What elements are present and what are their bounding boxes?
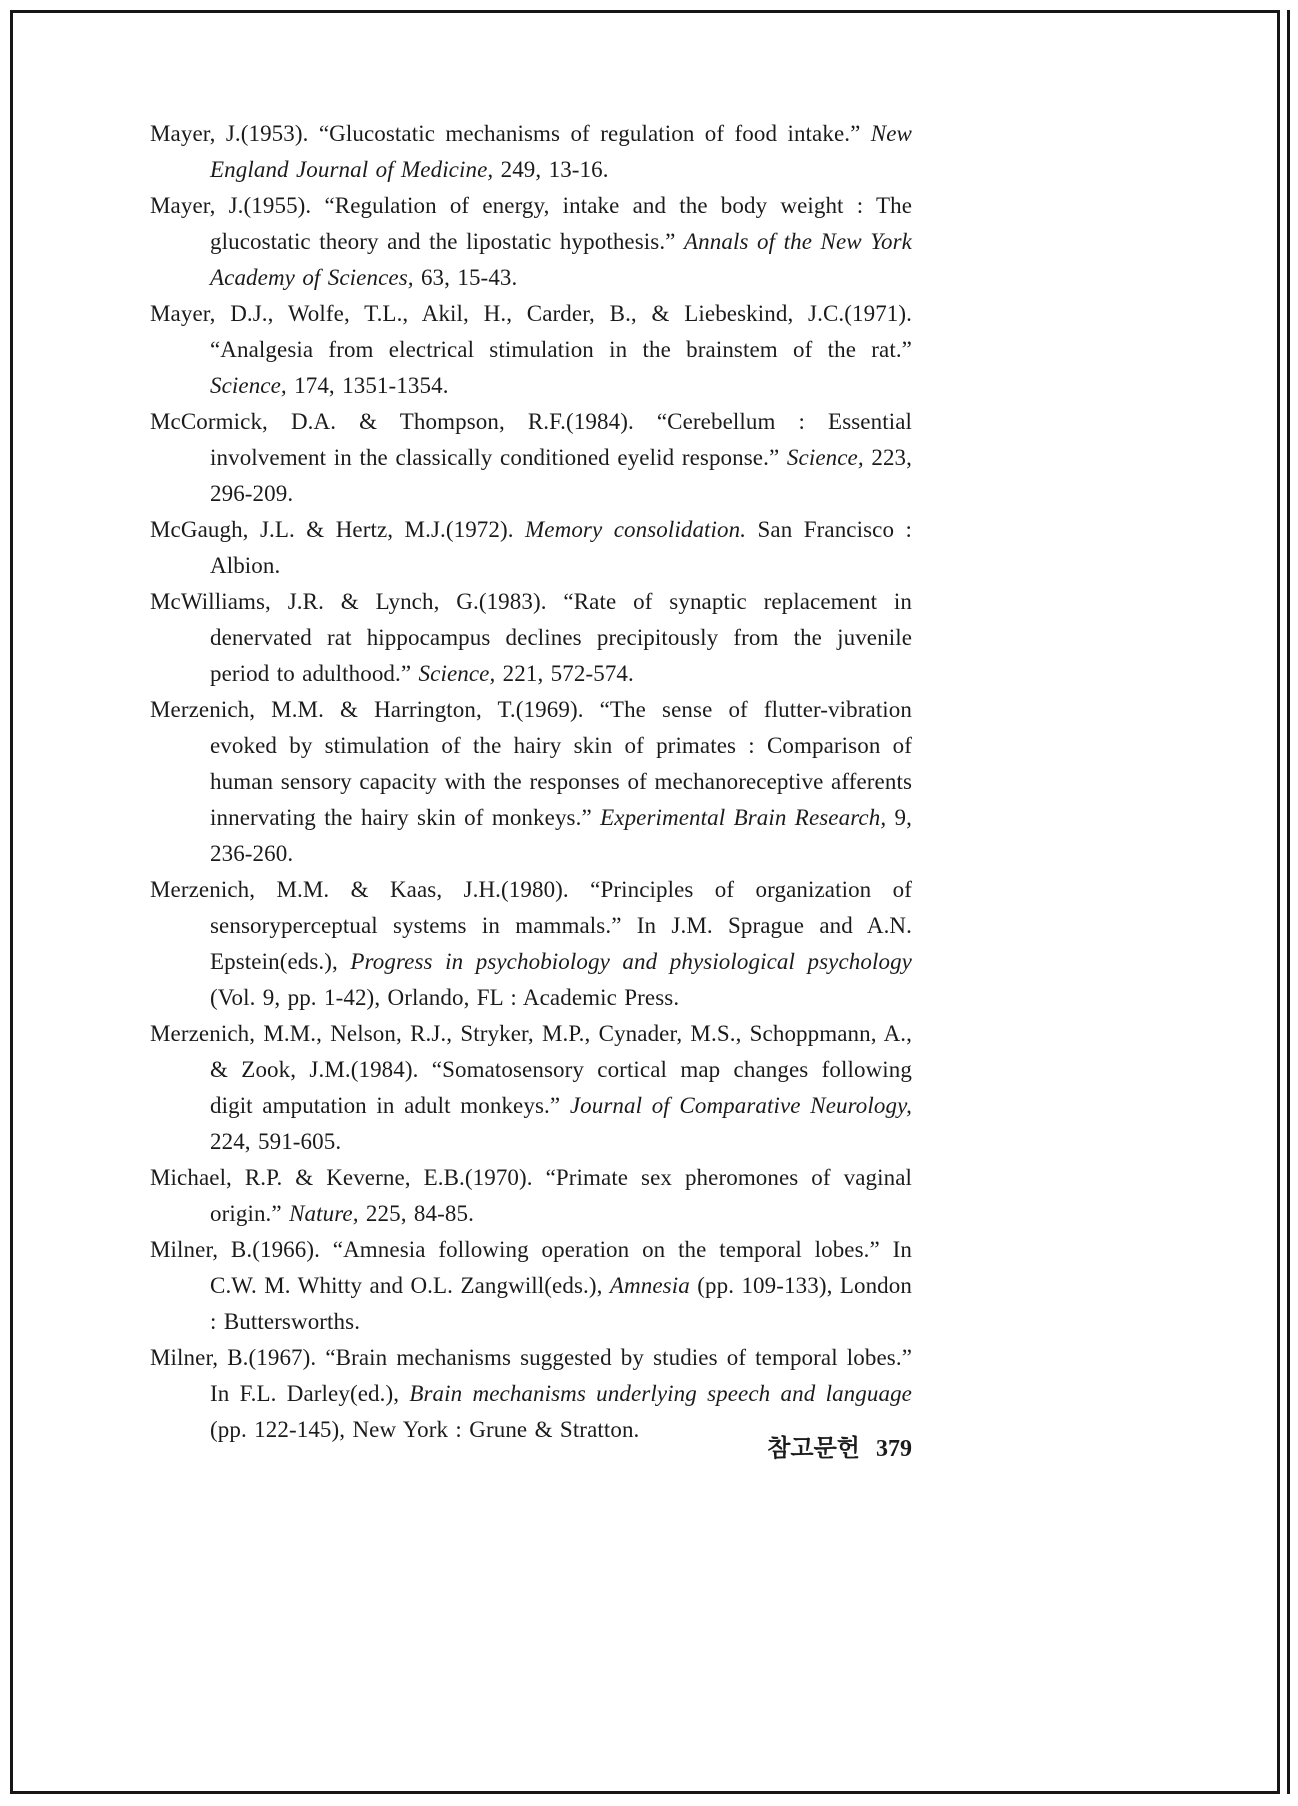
reference-entry	[150, 692, 912, 872]
reference-publication-title: Annals of the New York Academy of Sciences,	[210, 229, 912, 290]
reference-text: Mayer, J.(1953). “Glucostatic mechanisms of regulation of food intake.”	[150, 121, 871, 146]
reference-text: 174, 1351-1354.	[286, 373, 449, 398]
reference-text: 221, 572-574.	[495, 661, 634, 686]
reference-entry	[150, 512, 912, 584]
reference-text: 63, 15-43.	[413, 265, 518, 290]
reference-text: Michael, R.P. & Keverne, E.B.(1970). “Primate sex pheromones of vaginal origin.”	[150, 1165, 912, 1226]
reference-entry	[150, 296, 912, 404]
reference-text: (pp. 109-133), London : Buttersworths.	[210, 1273, 912, 1334]
reference-text: 223, 296-209.	[210, 445, 912, 506]
page-right-edge-line	[1287, 10, 1290, 1794]
reference-text: San Francisco : Albion.	[210, 517, 912, 578]
reference-text: Merzenich, M.M., Nelson, R.J., Stryker, M.P., Cynader, M.S., Schoppmann, A., & Zook, J.M.(1984). “Somatosensory cortical map changes following digit amputation in adult monkeys.”	[150, 1021, 912, 1118]
reference-publication-title: Brain mechanisms underlying speech and language	[409, 1381, 912, 1406]
reference-text: Milner, B.(1966). “Amnesia following operation on the temporal lobes.” In C.W. M. Whitty and O.L. Zangwill(eds.),	[150, 1237, 912, 1298]
reference-publication-title: Amnesia	[609, 1273, 690, 1298]
reference-text: McCormick, D.A. & Thompson, R.F.(1984). “Cerebellum : Essential involvement in the classically conditioned eyelid response.”	[150, 409, 912, 470]
reference-entry	[150, 188, 912, 296]
reference-publication-title: Memory consolidation.	[525, 517, 747, 542]
reference-entry	[150, 1016, 912, 1160]
reference-text: McWilliams, J.R. & Lynch, G.(1983). “Rate of synaptic replacement in denervated rat hippocampus declines precipitously from the juvenile period to adulthood.”	[150, 589, 912, 686]
footer-page-number: 379	[876, 1436, 912, 1462]
reference-publication-title: Nature,	[289, 1201, 359, 1226]
reference-publication-title: Experimental Brain Research,	[600, 805, 887, 830]
reference-text: McGaugh, J.L. & Hertz, M.J.(1972).	[150, 517, 526, 542]
reference-text: (pp. 122-145), New York : Grune & Stratton.	[210, 1417, 640, 1442]
reference-text: Merzenich, M.M. & Harrington, T.(1969). “The sense of flutter-vibration evoked by stimulation of the hairy skin of primates : Comparison of human sensory capacity with the responses of mechanoreceptive afferents innervating the hairy skin of monkeys.”	[150, 697, 912, 830]
reference-entry	[150, 584, 912, 692]
reference-text: Merzenich, M.M. & Kaas, J.H.(1980). “Principles of organization of sensoryperceptual systems in mammals.” In J.M. Sprague and A.N. Epstein(eds.),	[150, 877, 912, 974]
page-footer	[150, 1428, 912, 1463]
reference-publication-title: Science,	[418, 661, 496, 686]
reference-publication-title: Science,	[210, 373, 287, 398]
reference-text: 9, 236-260.	[210, 805, 912, 866]
reference-entry	[150, 1232, 912, 1340]
reference-text: 249, 13-16.	[493, 157, 609, 182]
reference-publication-title: Progress in psychobiology and physiological psychology	[350, 949, 912, 974]
reference-entry	[150, 404, 912, 512]
reference-text: 225, 84-85.	[358, 1201, 474, 1226]
reference-publication-title: New England Journal of Medicine,	[210, 121, 912, 182]
reference-text: 224, 591-605.	[210, 1129, 342, 1154]
reference-text: Milner, B.(1967). “Brain mechanisms suggested by studies of temporal lobes.” In F.L. Darley(ed.),	[150, 1345, 912, 1406]
reference-publication-title: Science,	[786, 445, 864, 470]
reference-text: Mayer, J.(1955). “Regulation of energy, intake and the body weight : The glucostatic theory and the lipostatic hypothesis.”	[150, 193, 912, 254]
reference-text: Mayer, D.J., Wolfe, T.L., Akil, H., Carder, B., & Liebeskind, J.C.(1971). “Analgesia from electrical stimulation in the brainstem of the rat.”	[150, 301, 912, 362]
reference-entry	[150, 116, 912, 188]
footer-section-label: 참고문헌	[767, 1436, 860, 1462]
reference-entry	[150, 1160, 912, 1232]
reference-publication-title: Journal of Comparative Neurology,	[569, 1093, 912, 1118]
reference-entry	[150, 872, 912, 1016]
reference-text: (Vol. 9, pp. 1-42), Orlando, FL : Academic Press.	[210, 985, 680, 1010]
reference-list	[150, 116, 912, 1448]
